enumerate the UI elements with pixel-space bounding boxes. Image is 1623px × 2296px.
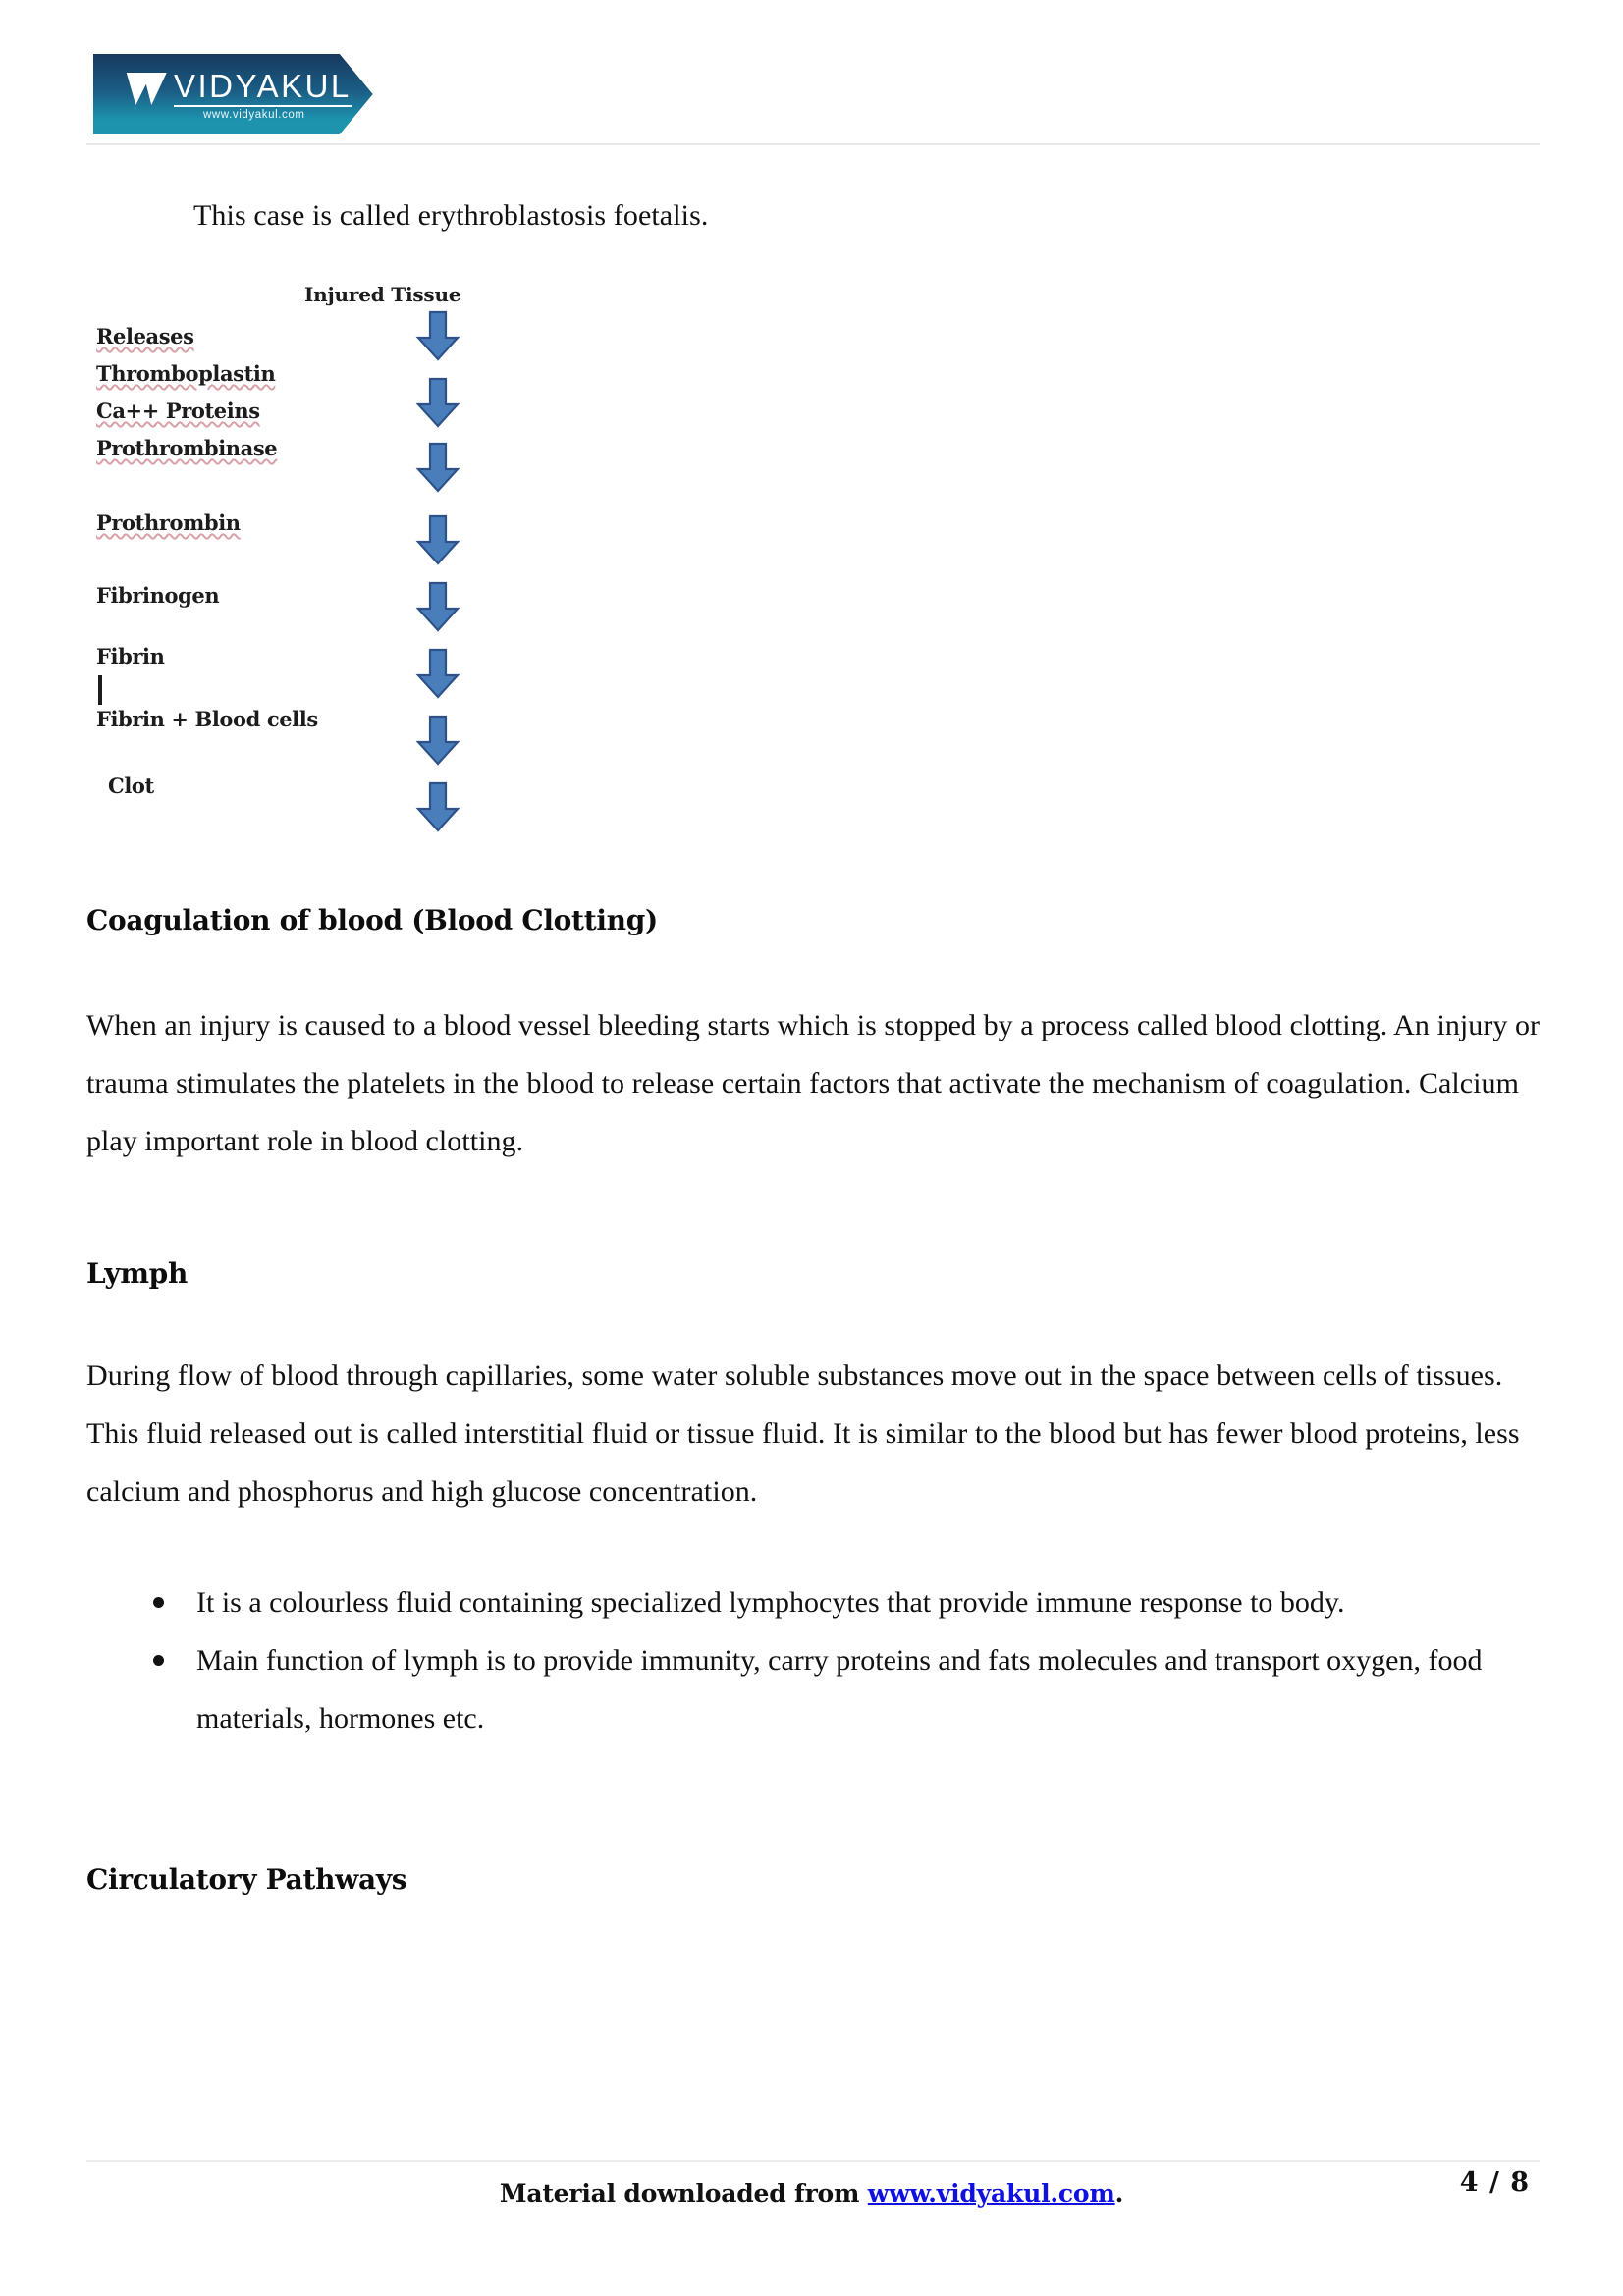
diagram-label-releases: Releases bbox=[96, 324, 194, 348]
diagram-label-fibrin-blood-cells: Fibrin + Blood cells bbox=[96, 707, 318, 731]
diagram-label-prothrombinase: Prothrombinase bbox=[96, 436, 278, 460]
intro-line: This case is called erythroblastosis foetalis. bbox=[193, 199, 709, 232]
diagram-arrow-column bbox=[401, 310, 489, 850]
down-arrow-icon bbox=[412, 514, 463, 565]
down-arrow-icon bbox=[412, 442, 463, 493]
page-number: 4 / 8 bbox=[1459, 2167, 1530, 2198]
down-arrow-icon bbox=[412, 377, 463, 428]
page-header bbox=[0, 0, 1623, 157]
heading-lymph: Lymph bbox=[86, 1257, 189, 1291]
paragraph-coagulation: When an injury is caused to a blood vessel bleeding starts which is stopped by a process called blood clotting. An injury or trauma stimulates the platelets in the blood to release certain factors that activate the mechanism of coagulation. Calcium play important role in blood clotting. bbox=[86, 1009, 1541, 1157]
paragraph-lymph: During flow of blood through capillaries, some water soluble substances move out in the space between cells of tissues. This fluid released out is called interstitial fluid or tissue fluid. It is similar to the blood but has fewer blood proteins, less calcium and phosphorus and high glucose concentration. bbox=[86, 1360, 1520, 1508]
diagram-label-prothrombin: Prothrombin bbox=[96, 510, 241, 535]
vidyakul-checkmark-icon bbox=[125, 73, 166, 106]
footer-attribution bbox=[0, 2179, 1623, 2208]
vidyakul-logo bbox=[93, 54, 393, 134]
header-divider bbox=[86, 143, 1540, 145]
lymph-bullet-list bbox=[145, 1574, 1549, 1747]
diagram-label-fibrin: Fibrin bbox=[96, 644, 165, 668]
list-item bbox=[145, 1631, 1549, 1747]
down-arrow-icon bbox=[412, 715, 463, 766]
bullet-dot-icon bbox=[153, 1655, 164, 1666]
diagram-label-thromboplastin: Thromboplastin bbox=[96, 361, 276, 386]
down-arrow-icon bbox=[412, 648, 463, 699]
heading-coagulation: Coagulation of blood (Blood Clotting) bbox=[86, 904, 658, 937]
list-item-text: It is a colourless fluid containing specialized lymphocytes that provide immune response to body. bbox=[196, 1586, 1345, 1619]
blood-clotting-diagram bbox=[86, 283, 499, 852]
footer-divider bbox=[86, 2160, 1540, 2162]
diagram-label-ca-proteins: Ca++ Proteins bbox=[96, 399, 260, 423]
logo-url-text: www.vidyakul.com bbox=[203, 109, 305, 121]
logo-brand-text: VIDYAKUL bbox=[174, 70, 352, 107]
list-item bbox=[145, 1574, 1549, 1631]
down-arrow-icon bbox=[412, 581, 463, 632]
footer-text-after: . bbox=[1114, 2179, 1124, 2208]
down-arrow-icon bbox=[412, 310, 463, 361]
bullet-dot-icon bbox=[153, 1597, 164, 1608]
down-arrow-icon bbox=[412, 781, 463, 832]
diagram-label-clot: Clot bbox=[108, 774, 154, 798]
heading-circulatory-pathways: Circulatory Pathways bbox=[86, 1863, 407, 1896]
diagram-label-fibrinogen: Fibrinogen bbox=[96, 583, 220, 608]
footer-website-link[interactable]: www.vidyakul.com bbox=[867, 2179, 1115, 2208]
diagram-title: Injured Tissue bbox=[304, 283, 461, 306]
footer-text-before: Material downloaded from bbox=[499, 2179, 868, 2208]
fibrin-connector-tick bbox=[98, 675, 102, 705]
list-item-text: Main function of lymph is to provide immunity, carry proteins and fats molecules and transport oxygen, food materials, hormones etc. bbox=[196, 1644, 1483, 1735]
